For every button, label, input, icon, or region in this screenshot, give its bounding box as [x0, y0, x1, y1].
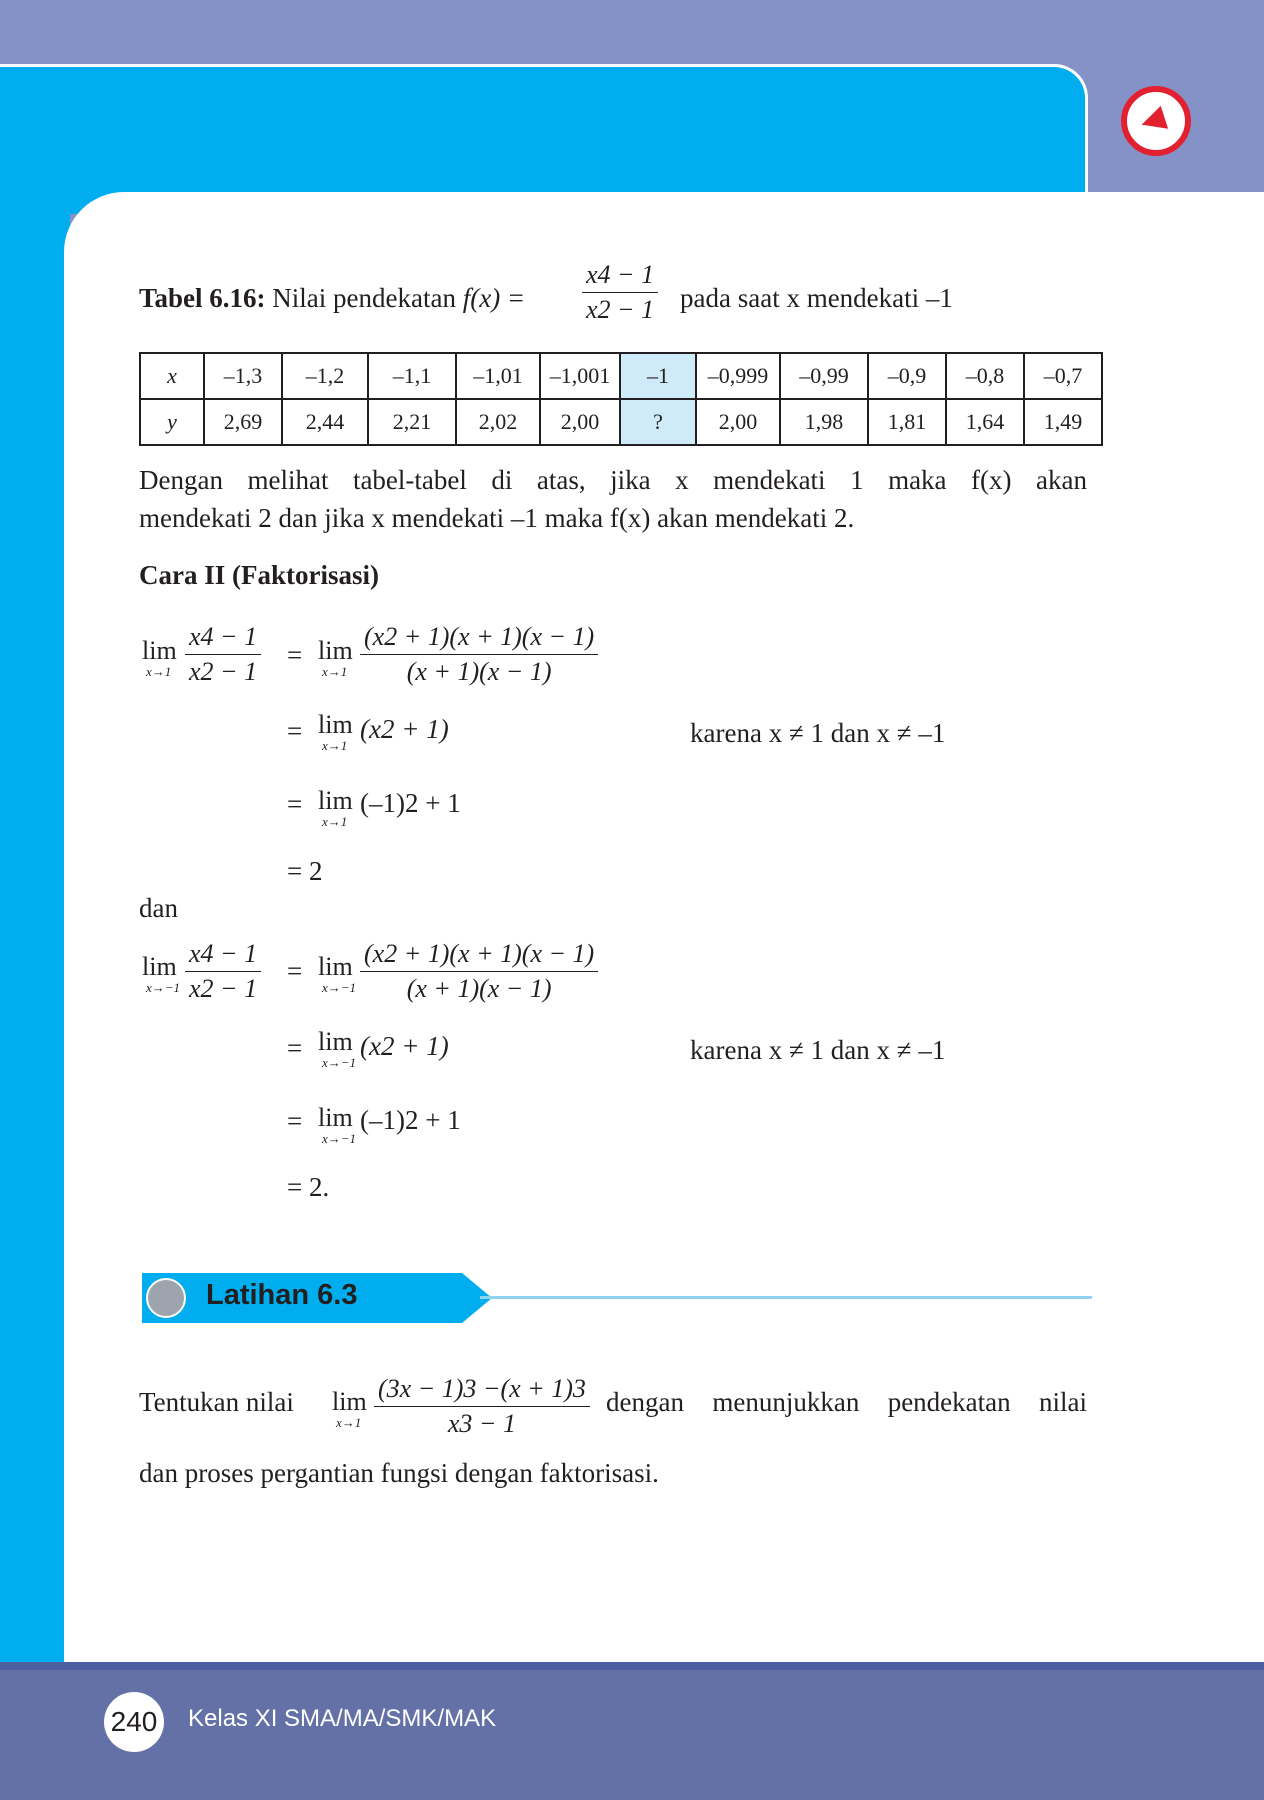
lim-subscript: x→1 — [146, 664, 172, 679]
lim-subscript: x→1 — [336, 1415, 362, 1430]
caption-fraction — [582, 258, 658, 327]
lhs-fraction — [185, 620, 261, 689]
lim-text: lim — [318, 786, 353, 815]
table-cell: –1,001 — [540, 353, 620, 399]
exercise-fraction — [374, 1372, 590, 1441]
limit-operator — [318, 1027, 357, 1070]
table-cell-highlight: ? — [620, 399, 696, 445]
table-cell: 1,64 — [946, 399, 1024, 445]
exercise-tail: dengan menunjukkan pendekatan nilai — [606, 1387, 1087, 1417]
back-arrow-icon — [1138, 106, 1168, 136]
table-cell: 2,44 — [282, 399, 368, 445]
table-caption — [139, 279, 525, 317]
table-cell: 2,21 — [368, 399, 456, 445]
exercise-title: Latihan 6.3 — [206, 1279, 358, 1311]
table-cell: 2,02 — [456, 399, 540, 445]
table-cell: –0,99 — [780, 353, 868, 399]
step2-expression: (x2 + 1) — [360, 714, 449, 744]
table-cell: –1,3 — [204, 353, 282, 399]
table-header-x: x — [140, 353, 204, 399]
numerator: (x2 + 1)(x + 1)(x − 1) — [360, 937, 598, 972]
footer-band — [0, 1670, 1264, 1800]
result: = 2. — [287, 1172, 330, 1202]
book-title: Kelas XI SMA/MA/SMK/MAK — [188, 1705, 497, 1732]
equals-sign: = — [287, 1106, 303, 1136]
lim-text: lim — [318, 710, 353, 739]
limit-operator — [318, 786, 353, 829]
equals-sign: = — [287, 716, 303, 746]
table-cell: 2,00 — [540, 399, 620, 445]
table-cell: –1,01 — [456, 353, 540, 399]
table-cell: 1,98 — [780, 399, 868, 445]
table-cell: –0,999 — [696, 353, 780, 399]
caption-fx: f(x) = — [462, 283, 526, 313]
paragraph-line-2: mendekati 2 dan jika x mendekati –1 maka f(x) akan mendekati 2. — [139, 503, 855, 533]
lim-text: lim — [318, 1027, 353, 1056]
step1-fraction — [360, 620, 598, 689]
equals-sign: = — [287, 640, 303, 670]
limit-operator — [142, 952, 181, 995]
side-stripe — [0, 190, 70, 1670]
lim-subscript: x→−1 — [322, 1055, 357, 1070]
table-cell: –0,7 — [1024, 353, 1102, 399]
footer-rule — [0, 1662, 1264, 1670]
step1-fraction — [360, 937, 598, 1006]
result: = 2 — [287, 856, 323, 886]
denominator: x3 − 1 — [447, 1409, 516, 1438]
condition-note: karena x ≠ 1 dan x ≠ –1 — [690, 718, 946, 748]
table-cell: 2,00 — [696, 399, 780, 445]
table-cell: 1,81 — [868, 399, 946, 445]
step2-expression: (x2 + 1) — [360, 1031, 449, 1061]
limit-operator — [332, 1387, 367, 1430]
denominator: x2 − 1 — [189, 657, 258, 686]
caption-denominator: x2 − 1 — [586, 295, 655, 324]
equals-sign: = — [287, 789, 303, 819]
table-cell: 2,69 — [204, 399, 282, 445]
top-band — [0, 0, 1264, 64]
table-cell: –0,8 — [946, 353, 1024, 399]
exercise-banner — [142, 1273, 492, 1323]
step3-expression: (–1)2 + 1 — [360, 1105, 461, 1135]
table-header-y: y — [140, 399, 204, 445]
lim-text: lim — [318, 952, 353, 981]
paragraph-line-1: Dengan melihat tabel-tabel di atas, jika x mendekati 1 maka f(x) akan — [139, 465, 1087, 495]
banner-rule — [480, 1296, 1092, 1299]
numerator: (3x − 1)3 −(x + 1)3 — [374, 1372, 590, 1407]
table-cell-highlight: –1 — [620, 353, 696, 399]
denominator: (x + 1)(x − 1) — [406, 974, 552, 1003]
lim-text: lim — [318, 636, 353, 665]
lim-text: lim — [142, 636, 177, 665]
equals-sign: = — [287, 1033, 303, 1063]
table-row-x — [140, 353, 1102, 399]
table-cell: –0,9 — [868, 353, 946, 399]
exercise-badge-icon — [146, 1278, 186, 1318]
lim-text: lim — [332, 1387, 367, 1416]
denominator: x2 − 1 — [189, 974, 258, 1003]
lim-subscript: x→−1 — [322, 980, 357, 995]
table-cell: 1,49 — [1024, 399, 1102, 445]
numerator: x4 − 1 — [185, 937, 261, 972]
numerator: x4 − 1 — [185, 620, 261, 655]
lim-subscript: x→1 — [322, 738, 348, 753]
exercise-line-2: dan proses pergantian fungsi dengan faktorisasi. — [139, 1458, 659, 1488]
lim-subscript: x→1 — [322, 664, 348, 679]
table-cell: –1,2 — [282, 353, 368, 399]
step3-expression: (–1)2 + 1 — [360, 788, 461, 818]
caption-text: Nilai pendekatan — [272, 283, 456, 313]
lhs-fraction — [185, 937, 261, 1006]
values-table — [139, 352, 1103, 446]
method-title: Cara II (Faktorisasi) — [139, 560, 379, 590]
lim-text: lim — [318, 1103, 353, 1132]
lim-text: lim — [142, 952, 177, 981]
caption-label: Tabel 6.16: — [139, 283, 266, 313]
exercise-intro: Tentukan nilai — [139, 1387, 294, 1417]
lim-subscript: x→−1 — [146, 980, 181, 995]
limit-operator — [318, 1103, 357, 1146]
back-button[interactable] — [1121, 86, 1191, 156]
table-cell: –1,1 — [368, 353, 456, 399]
caption-numerator: x4 − 1 — [582, 258, 658, 293]
lim-subscript: x→−1 — [322, 1131, 357, 1146]
limit-operator — [318, 710, 353, 753]
equals-sign: = — [287, 956, 303, 986]
table-row-y — [140, 399, 1102, 445]
condition-note: karena x ≠ 1 dan x ≠ –1 — [690, 1035, 946, 1065]
connector-text: dan — [139, 893, 178, 923]
numerator: (x2 + 1)(x + 1)(x − 1) — [360, 620, 598, 655]
lim-subscript: x→1 — [322, 814, 348, 829]
caption-tail: pada saat x mendekati –1 — [680, 283, 953, 313]
limit-operator — [318, 952, 357, 995]
denominator: (x + 1)(x − 1) — [406, 657, 552, 686]
page-number: 240 — [104, 1692, 164, 1752]
limit-operator — [318, 636, 353, 679]
limit-operator — [142, 636, 177, 679]
